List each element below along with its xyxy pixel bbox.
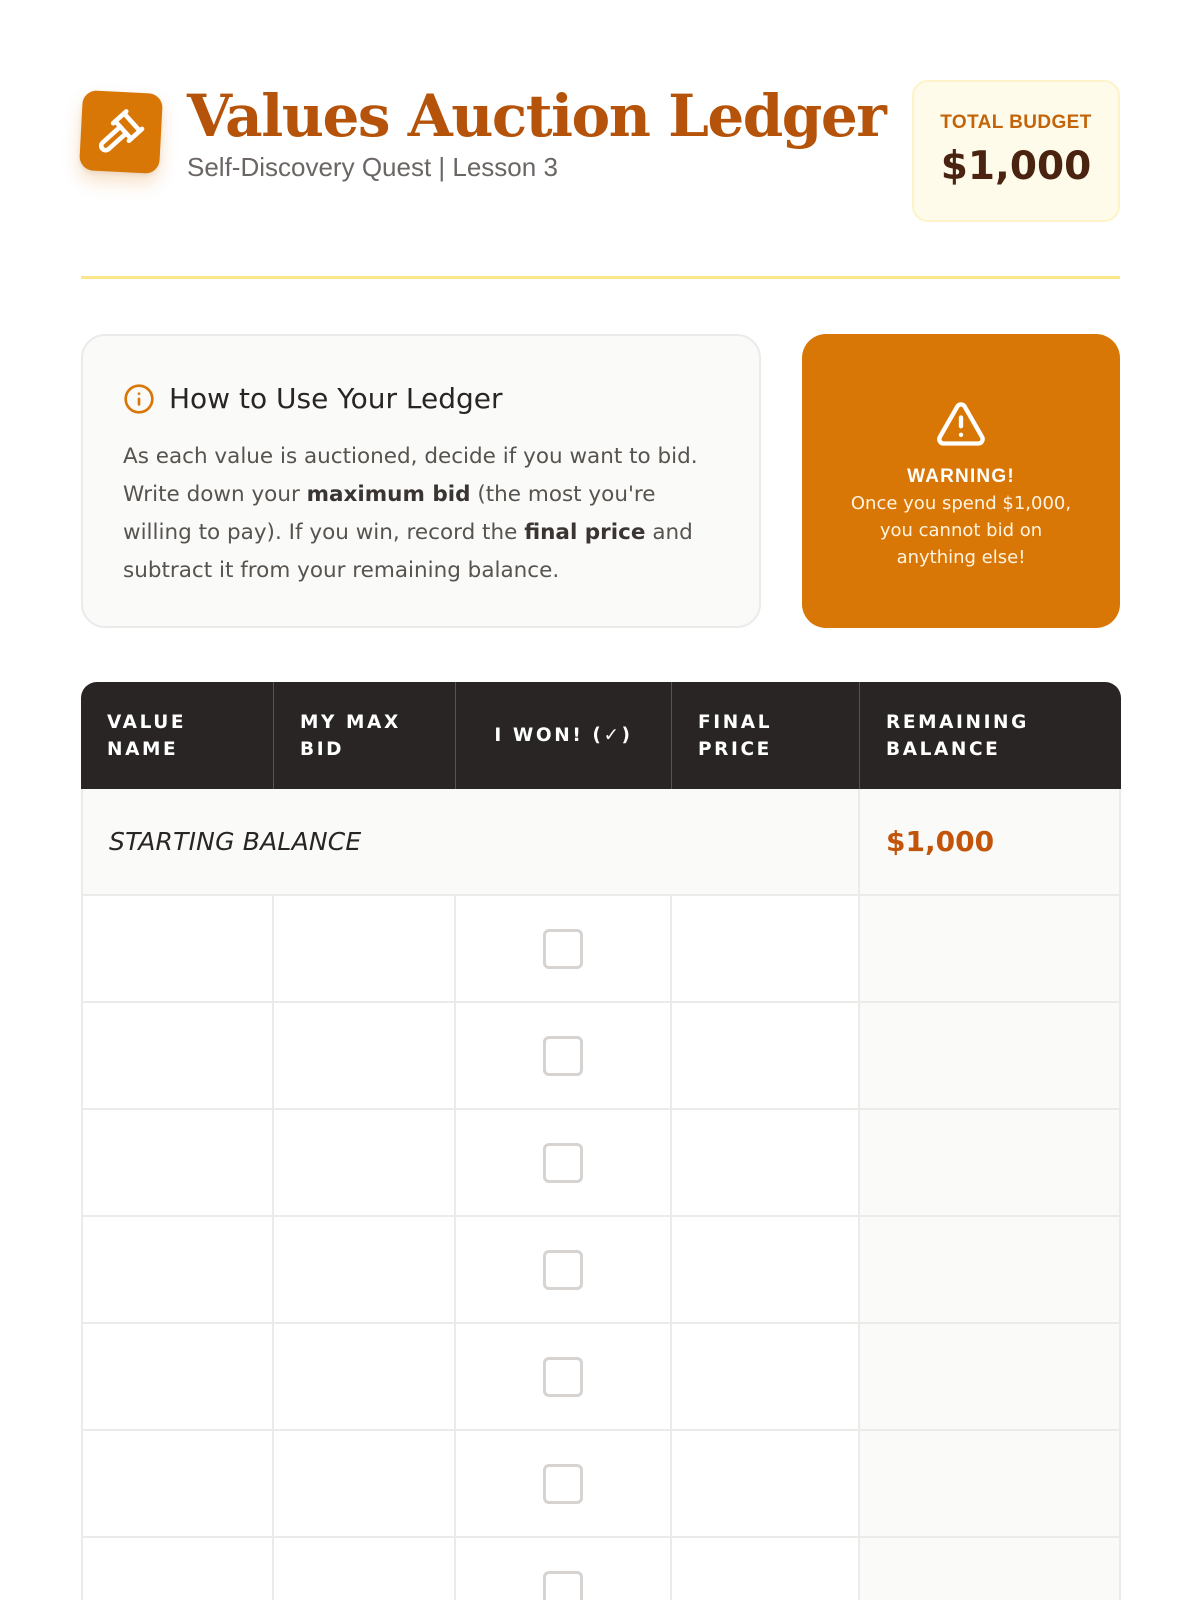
max-bid-cell[interactable] [274,1538,456,1600]
budget-value: $1,000 [940,144,1092,189]
value-name-cell[interactable] [81,1538,274,1600]
page-title: Values Auction Ledger [187,82,886,150]
instructions-text-part: As each value is auctioned, decide if you want to bid. Write down your [123,444,698,507]
logo [79,90,163,174]
max-bid-cell[interactable] [274,1110,456,1217]
won-checkbox[interactable] [543,1357,583,1397]
final-price-cell[interactable] [672,1431,860,1538]
value-name-cell[interactable] [81,1003,274,1110]
warning-title: WARNING! [907,466,1015,487]
header-max-bid: MY MAX BID [274,682,456,789]
instructions-text-part: (the most you're willing to pay). If you win, record the [123,482,656,545]
alert-triangle-icon [935,398,987,450]
gavel-icon [95,106,148,159]
starting-balance-row [81,789,1121,896]
header-remaining-balance: REMAINING BALANCE [860,682,1121,789]
won-checkbox[interactable] [543,1464,583,1504]
won-checkbox[interactable] [543,1571,583,1600]
won-cell [456,1324,672,1431]
warning-text: Once you spend $1,000, you cannot bid on anything else! [850,493,1072,568]
remaining-balance-cell[interactable] [860,1110,1121,1217]
budget-box [912,80,1120,222]
instructions-bold-max-bid: maximum bid [306,482,471,507]
remaining-balance-cell[interactable] [860,1217,1121,1324]
table-row [81,1110,1121,1217]
instructions-title: How to Use Your Ledger [169,382,503,415]
final-price-cell[interactable] [672,896,860,1003]
value-name-cell[interactable] [81,896,274,1003]
starting-balance-label-cell [81,789,860,896]
ledger-table [81,682,1121,1600]
final-price-cell[interactable] [672,1538,860,1600]
value-name-cell[interactable] [81,1324,274,1431]
won-checkbox[interactable] [543,1036,583,1076]
header-value-name: VALUE NAME [81,682,274,789]
table-row [81,1003,1121,1110]
max-bid-cell[interactable] [274,1324,456,1431]
instructions-heading [123,382,503,415]
header-final-price: FINAL PRICE [672,682,860,789]
starting-balance-value: $1,000 [886,825,995,858]
won-cell [456,1217,672,1324]
divider [81,276,1120,279]
page-subtitle: Self-Discovery Quest | Lesson 3 [187,152,558,182]
value-name-cell[interactable] [81,1431,274,1538]
starting-balance-label: STARTING BALANCE [109,827,362,856]
instructions-text-part: and subtract it from your remaining balance. [123,520,693,583]
budget-label: TOTAL BUDGET [940,112,1092,133]
instructions-card [81,334,761,628]
table-header-row [81,682,1121,789]
header-i-won: I WON! (✓) [456,682,672,789]
max-bid-cell[interactable] [274,896,456,1003]
value-name-cell[interactable] [81,1110,274,1217]
final-price-cell[interactable] [672,1217,860,1324]
won-cell [456,1110,672,1217]
starting-balance-value-cell [860,789,1121,896]
final-price-cell[interactable] [672,1324,860,1431]
won-cell [456,1003,672,1110]
won-checkbox[interactable] [543,1143,583,1183]
remaining-balance-cell[interactable] [860,1003,1121,1110]
won-cell [456,1538,672,1600]
instructions-text [123,438,723,590]
warning-card [802,334,1120,628]
table-row [81,1538,1121,1600]
instructions-bold-final-price: final price [524,520,646,545]
info-icon [123,383,155,415]
max-bid-cell[interactable] [274,1431,456,1538]
max-bid-cell[interactable] [274,1003,456,1110]
value-name-cell[interactable] [81,1217,274,1324]
table-row [81,1324,1121,1431]
remaining-balance-cell[interactable] [860,1431,1121,1538]
table-row [81,896,1121,1003]
remaining-balance-cell[interactable] [860,1324,1121,1431]
won-checkbox[interactable] [543,1250,583,1290]
final-price-cell[interactable] [672,1110,860,1217]
final-price-cell[interactable] [672,1003,860,1110]
remaining-balance-cell[interactable] [860,1538,1121,1600]
won-cell [456,1431,672,1538]
header [81,80,1120,224]
table-row [81,1217,1121,1324]
won-cell [456,896,672,1003]
remaining-balance-cell[interactable] [860,896,1121,1003]
table-row [81,1431,1121,1538]
max-bid-cell[interactable] [274,1217,456,1324]
won-checkbox[interactable] [543,929,583,969]
